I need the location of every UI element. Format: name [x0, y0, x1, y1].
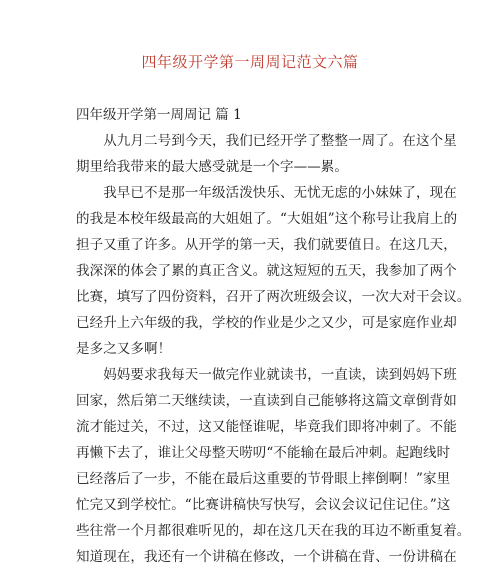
paragraph-line: 已经落后了一步，不能在最后这重要的节骨眼上摔倒啊！”家里 [76, 471, 451, 487]
paragraph-line: 妈妈要求我每天一做完作业就读书，一直读，读到妈妈下班 [76, 367, 457, 383]
paragraph-line: 我早已不是那一年级活泼快乐、无忧无虑的小妹妹了，现在 [76, 185, 457, 201]
paragraph-line: 担子又重了许多。从开学的第一天，我们就要值日。在这几天， [76, 237, 457, 253]
paragraph-line: 已经升上六年级的我，学校的作业是少之又少，可是家庭作业却 [76, 315, 457, 331]
paragraph-line: 知道现在，我还有一个讲稿在修改，一个讲稿在背、一份讲稿在 [76, 549, 457, 565]
paragraph-line: 流才能过关，不过，这又能怪谁呢，毕竟我们即将冲刺了。不能 [76, 419, 457, 435]
paragraph-line: 比赛，填写了四份资料，召开了两次班级会议，一次大对干会议。 [76, 289, 471, 305]
paragraph-line: 从九月二号到今天，我们已经开学了整整一周了。在这个星 [76, 133, 457, 149]
document-title: 四年级开学第一周周记范文六篇 [141, 53, 359, 71]
paragraph-line: 的我是本校年级最高的大姐姐了。“大姐姐”这个称号让我肩上的 [76, 211, 458, 227]
paragraph-line: 是多之又多啊！ [76, 341, 172, 357]
paragraph-line: 期里给我带来的最大感受就是一个字——累。 [76, 159, 348, 175]
paragraph-line: 再懒下去了，谁让父母整天唠叨“不能输在最后冲刺。起跑线时 [76, 445, 451, 461]
paragraph-line: 些往常一个月都很难听见的，却在这几天在我的耳边不断重复着。 [76, 523, 471, 539]
section-heading: 四年级开学第一周周记 篇 1 [76, 107, 242, 123]
paragraph-line: 忙完又到学校忙。“比赛讲稿快写快写，会议会议记住记住。”这 [76, 497, 451, 513]
paragraph-line: 我深深的体会了累的真正含义。就这短短的五天，我参加了两个 [76, 263, 457, 279]
paragraph-line: 回家，然后第二天继续读，一直读到自己能够将这篇文章倒背如 [76, 393, 457, 409]
